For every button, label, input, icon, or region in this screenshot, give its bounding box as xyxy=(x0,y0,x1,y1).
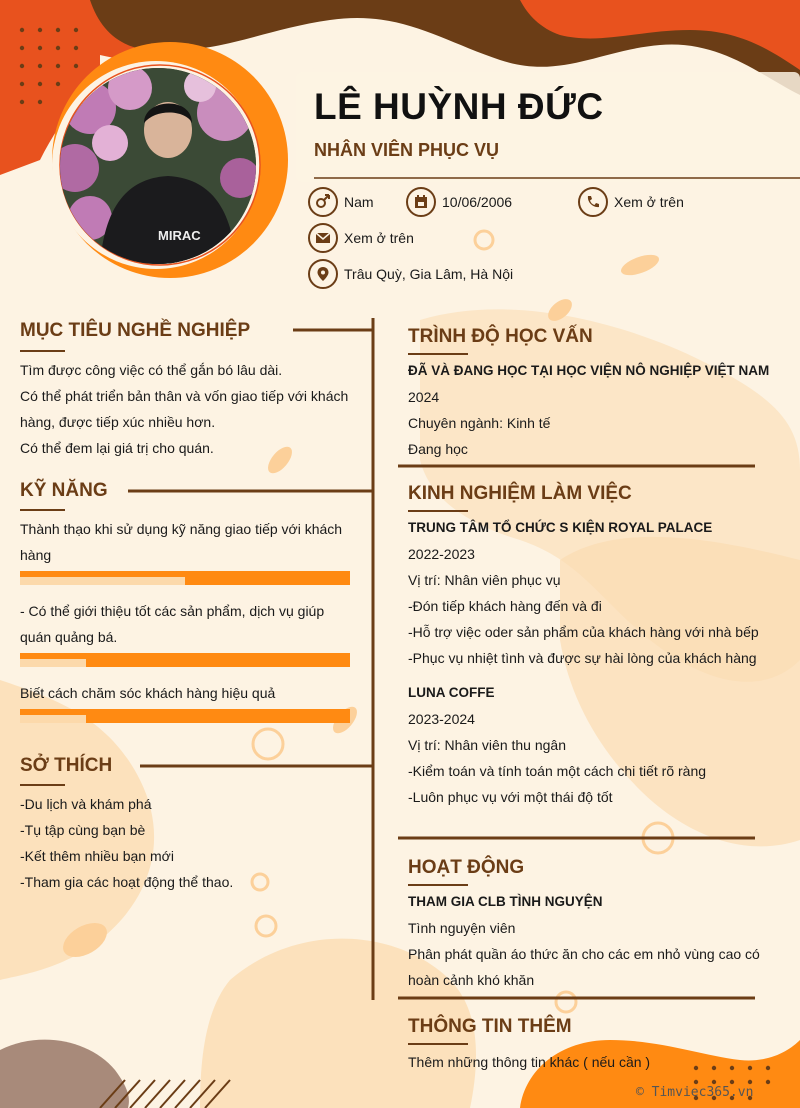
candidate-name: LÊ HUỲNH ĐỨC xyxy=(314,86,604,127)
skill-item-1: Thành thạo khi sử dụng kỹ năng giao tiếp với khách hàng xyxy=(20,521,343,563)
skills-heading: KỸ NĂNG xyxy=(20,480,108,501)
job-title: NHÂN VIÊN PHỤC VỤ xyxy=(314,140,500,160)
company-name: LUNA COFFE xyxy=(408,685,495,700)
experience-job-1: TRUNG TÂM TỔ CHỨC S KIỆN ROYAL PALACE 2022-2023 Vị trí: Nhân viên phục vụ -Đón tiếp khách hàng đến và đi -Hỗ trợ việc oder sản phẩm của khách hàng với nhà bếp -Phục vụ nhiệt tình và được sự hài lòng của khách hàng xyxy=(408,515,778,671)
experience-heading: KINH NGHIỆM LÀM VIỆC xyxy=(408,483,632,504)
calendar-icon xyxy=(406,187,436,217)
activities-details: THAM GIA CLB TÌNH NGUYỆN Tình nguyện viên Phân phát quần áo thức ăn cho các em nhỏ vùng cao có hoàn cảnh khó khăn xyxy=(408,889,778,993)
birthday-value: 10/06/2006 xyxy=(442,194,513,210)
contact-birthday xyxy=(406,187,512,217)
hobbies-list: -Du lịch và khám phá -Tụ tập cùng bạn bè -Kết thêm nhiều bạn mới -Tham gia các hoạt động thể thao. xyxy=(20,796,234,890)
skill-level-rest xyxy=(20,577,185,585)
gender-icon xyxy=(308,187,338,217)
skill-level-rest xyxy=(20,715,86,723)
activity-org: THAM GIA CLB TÌNH NGUYỆN xyxy=(408,894,603,909)
skill-level-bar-2 xyxy=(20,653,350,667)
education-details xyxy=(408,358,778,462)
education-status: Đang học xyxy=(408,441,468,457)
extra-info-underline xyxy=(408,1043,468,1045)
location-pin-icon xyxy=(308,259,338,289)
address-value: Trâu Quỳ, Gia Lâm, Hà Nội xyxy=(344,266,514,282)
education-major: Chuyên ngành: Kinh tế xyxy=(408,415,551,431)
experience-job-2: LUNA COFFE 2023-2024 Vị trí: Nhân viên thu ngân -Kiểm toán và tính toán một cách chi tiết rõ ràng -Luôn phục vụ với một thái độ tốt xyxy=(408,680,778,810)
skill-item-2: - Có thể giới thiệu tốt các sản phẩm, dịch vụ giúp quán quảng bá. xyxy=(20,603,325,645)
school-name: ĐÃ VÀ ĐANG HỌC TẠI HỌC VIỆN NÔ NGHIỆP VIỆT NAM xyxy=(408,363,770,378)
skill-level-rest xyxy=(20,659,86,667)
contact-phone xyxy=(578,187,684,217)
education-heading: TRÌNH ĐỘ HỌC VẤN xyxy=(408,326,593,347)
svg-text:MIRAC: MIRAC xyxy=(158,228,201,243)
email-icon xyxy=(308,223,338,253)
experience-underline xyxy=(408,510,468,512)
education-year: 2024 xyxy=(408,389,440,405)
company-name: TRUNG TÂM TỔ CHỨC S KIỆN ROYAL PALACE xyxy=(408,520,713,535)
contact-address xyxy=(308,259,513,289)
skill-level-bar-1 xyxy=(20,571,350,585)
contact-gender xyxy=(308,187,374,217)
objective-text: Tìm được công việc có thể gắn bó lâu dài. Có thể phát triển bản thân và vốn giao tiếp với khách hàng, được tiếp xúc nhiều hơn. Có thể đem lại giá trị cho quán. xyxy=(20,362,349,456)
phone-icon xyxy=(578,187,608,217)
avatar xyxy=(60,68,256,264)
phone-value: Xem ở trên xyxy=(614,194,684,210)
watermark: © Timviec365.vn xyxy=(636,1085,754,1100)
gender-value: Nam xyxy=(344,194,374,210)
objective-heading: MỤC TIÊU NGHỀ NGHIỆP xyxy=(20,320,251,341)
education-underline xyxy=(408,353,468,355)
hobbies-heading: SỞ THÍCH xyxy=(20,755,113,776)
job-period: 2023-2024 xyxy=(408,711,475,727)
skills-underline xyxy=(20,509,65,511)
activities-underline xyxy=(408,884,468,886)
extra-info-heading: THÔNG TIN THÊM xyxy=(408,1016,572,1037)
job-period: 2022-2023 xyxy=(408,546,475,562)
skill-level-bar-3 xyxy=(20,709,350,723)
extra-info-text: Thêm những thông tin khác ( nếu cần ) xyxy=(408,1054,651,1070)
objective-underline xyxy=(20,350,65,352)
activities-heading: HOẠT ĐỘNG xyxy=(408,857,525,878)
contact-email xyxy=(308,223,414,253)
hobbies-underline xyxy=(20,784,65,786)
skill-item-3: Biết cách chăm sóc khách hàng hiệu quả xyxy=(20,685,276,701)
email-value: Xem ở trên xyxy=(344,230,414,246)
